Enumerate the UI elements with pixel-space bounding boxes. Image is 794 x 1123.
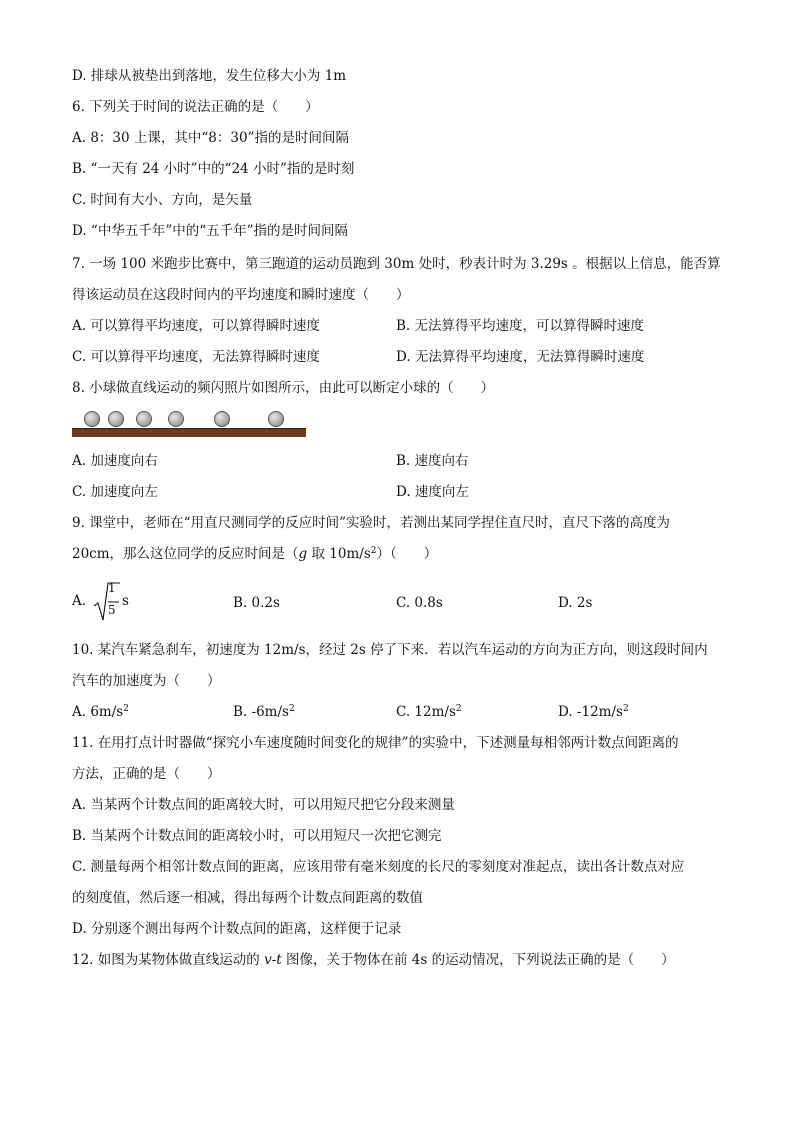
q12-stem-text-b: 图像，关于物体在前 4s 的运动情况，下列说法正确的是（ ） [281, 952, 675, 968]
ball-4 [168, 411, 184, 427]
q8-option-c: C. 加速度向左 [72, 484, 158, 500]
q6-option-d: D. “中华五千年”中的“五千年”指的是时间间隔 [72, 223, 349, 239]
q9-stem-text-a: 20cm，那么这位同学的反应时间是（ [72, 546, 299, 562]
q11-stem-line2: 方法，正确的是（ ） [72, 766, 221, 782]
q9-option-a-numerator: 1 [108, 581, 116, 595]
q9-stem-text-b: 取 10m/s [307, 546, 371, 562]
q10-option-a-exponent: 2 [123, 704, 129, 714]
q9-exponent: 2 [370, 546, 377, 556]
strobe-photo-figure [72, 408, 308, 440]
q9-stem-text-c: ）（ ） [376, 546, 438, 562]
q9-option-a-unit: s [122, 593, 129, 609]
q6-option-b: B. “一天有 24 小时”中的“24 小时”指的是时刻 [72, 161, 355, 177]
q6-stem: 6. 下列关于时间的说法正确的是（ ） [72, 99, 319, 115]
ball-2 [108, 411, 124, 427]
ball-3 [136, 411, 152, 427]
q10-option-c-exponent: 2 [455, 704, 462, 714]
q9-g-symbol: g [298, 546, 308, 562]
q7-stem-line2: 得该运动员在这段时间内的平均速度和瞬时速度（ ） [72, 287, 410, 303]
q10-option-b [233, 702, 295, 722]
q10-option-d-exponent: 2 [622, 704, 629, 714]
q10-option-a [72, 702, 129, 722]
q12-stem-text-a: 12. 如图为某物体做直线运动的 [72, 952, 265, 968]
q9-option-a-denominator: 5 [108, 603, 116, 617]
q9-option-d: D. 2s [558, 595, 593, 611]
q9-option-b: B. 0.2s [233, 595, 280, 611]
q6-option-c: C. 时间有大小、方向，是矢量 [72, 192, 253, 208]
q10-option-d-text: D. -12m/s [558, 704, 623, 720]
q10-option-b-text: B. -6m/s [233, 704, 289, 720]
q11-option-b: B. 当某两个计数点间的距离较小时，可以用短尺一次把它测完 [72, 828, 442, 844]
q8-option-b: B. 速度向右 [396, 453, 469, 469]
ball-6 [268, 411, 284, 427]
q7-stem-line1: 7. 一场 100 米跑步比赛中，第三跑道的运动员跑到 30m 处时，秒表计时为 3.29s 。根据以上信息，能否算 [72, 256, 721, 272]
q11-option-d: D. 分别逐个测出每两个计数点间的距离，这样便于记录 [72, 921, 402, 937]
q8-option-a: A. 加速度向右 [72, 453, 158, 469]
q11-option-c-line1: C. 测量每两个相邻计数点间的距离，应该用带有毫米刻度的长尺的零刻度对准起点，读出各计数点对应 [72, 859, 685, 875]
ball-1 [84, 411, 100, 427]
q9-stem-line2 [72, 544, 437, 564]
q7-option-a: A. 可以算得平均速度，可以算得瞬时速度 [72, 318, 320, 334]
ground-surface [72, 428, 306, 437]
q5-option-d: D. 排球从被垫出到落地，发生位移大小为 1m [72, 68, 347, 84]
q12-stem [72, 950, 675, 970]
q8-stem: 8. 小球做直线运动的频闪照片如图所示，由此可以断定小球的（ ） [72, 380, 495, 396]
q11-stem-line1: 11. 在用打点计时器做“探究小车速度随时间变化的规律”的实验中，下述测量每相邻两计数点间距离的 [72, 735, 679, 751]
q9-option-c: C. 0.8s [396, 595, 443, 611]
q10-option-a-text: A. 6m/s [72, 704, 124, 720]
q9-stem-line1: 9. 课堂中，老师在“用直尺测同学的反应时间”实验时，若测出某同学捏住直尺时，直尺下落的高度为 [72, 515, 670, 531]
sqrt-symbol-icon [92, 580, 122, 624]
q10-option-c-text: C. 12m/s [396, 704, 456, 720]
q7-option-d: D. 无法算得平均速度，无法算得瞬时速度 [396, 349, 645, 365]
q9-option-a-label: A. [72, 593, 87, 609]
q12-t-symbol: t [276, 952, 282, 968]
q6-option-a: A. 8：30 上课，其中“8：30”指的是时间间隔 [72, 130, 349, 146]
q10-option-d [558, 702, 629, 722]
q12-dash: - [271, 952, 277, 968]
q10-option-c [396, 702, 462, 722]
q7-option-b: B. 无法算得平均速度，可以算得瞬时速度 [396, 318, 645, 334]
q7-option-c: C. 可以算得平均速度，无法算得瞬时速度 [72, 349, 320, 365]
q11-option-a: A. 当某两个计数点间的距离较大时，可以用短尺把它分段来测量 [72, 797, 455, 813]
q8-option-d: D. 速度向左 [396, 484, 469, 500]
q11-option-c-line2: 的刻度值，然后逐一相减，得出每两个计数点间距离的数值 [72, 890, 423, 906]
q10-stem-line2: 汽车的加速度为（ ） [72, 673, 221, 689]
ball-5 [214, 411, 230, 427]
q10-stem-line1: 10. 某汽车紧急刹车，初速度为 12m/s，经过 2s 停了下来．若以汽车运动的方向为正方向，则这段时间内 [72, 642, 708, 658]
q12-v-symbol: v [264, 952, 272, 968]
q10-option-b-exponent: 2 [288, 704, 295, 714]
